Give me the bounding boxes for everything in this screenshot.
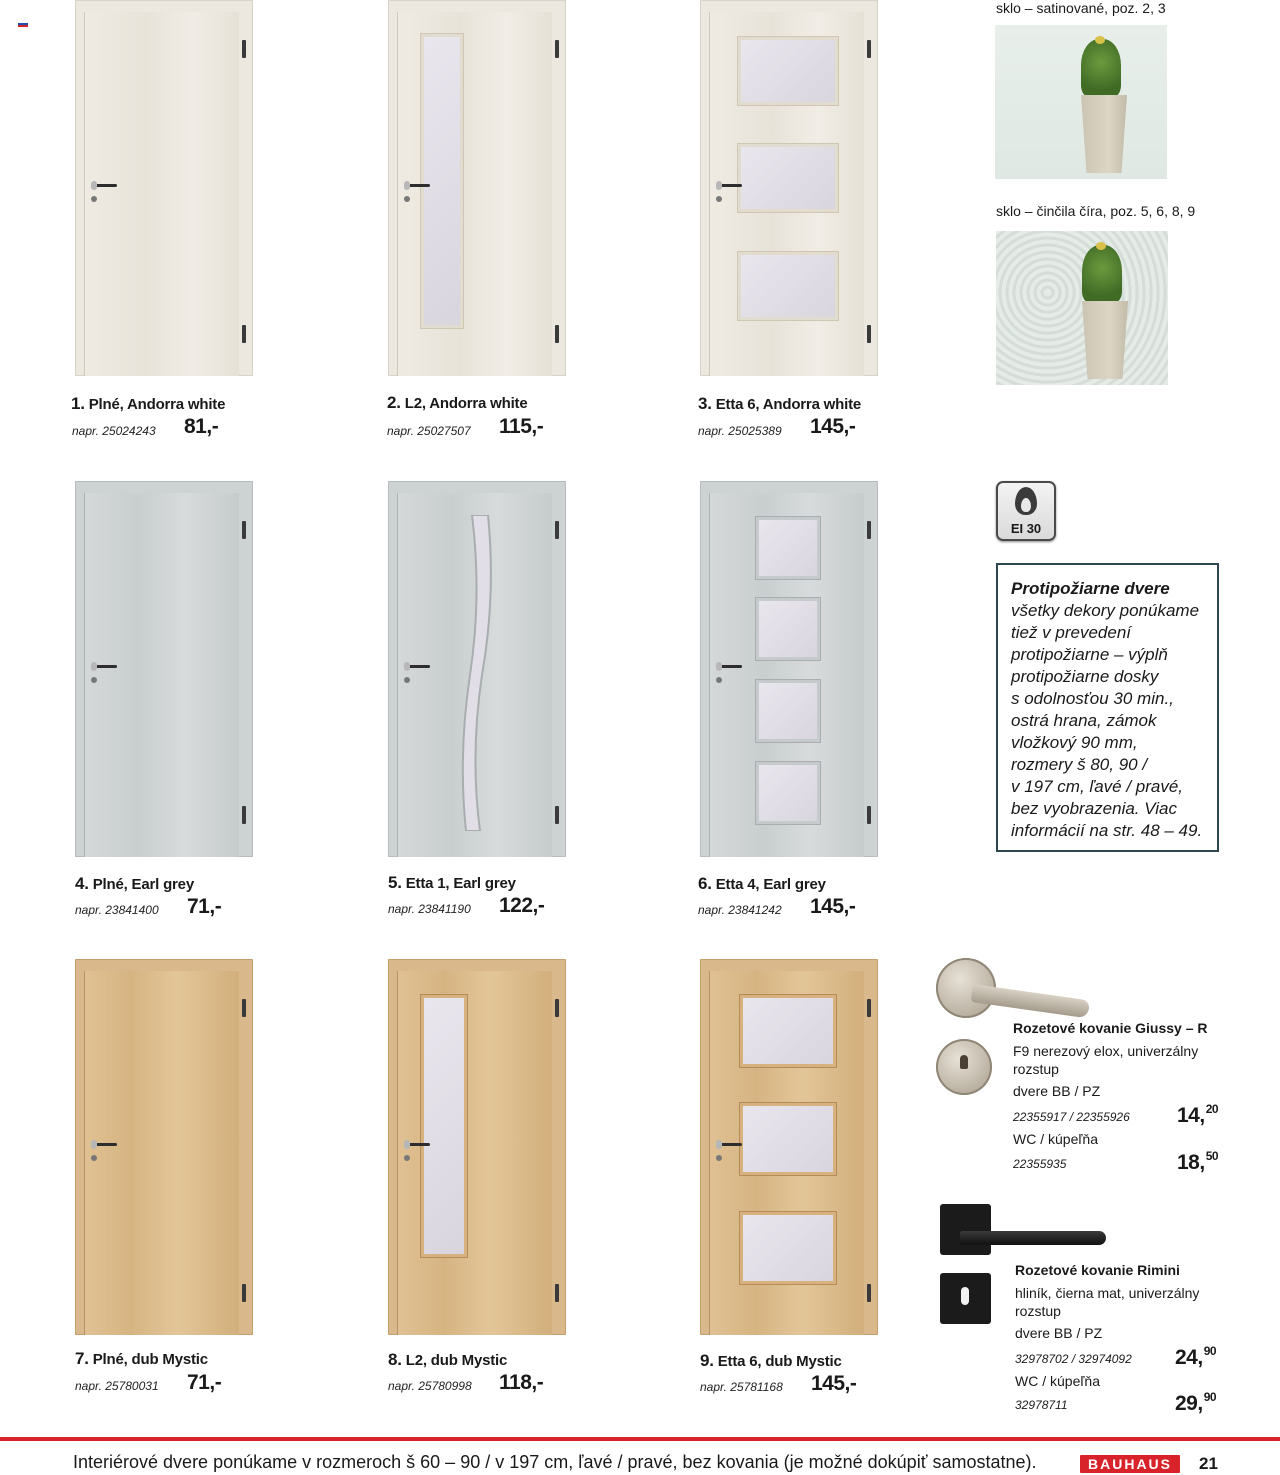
glass-chinchilla-caption: sklo – činčila číra, poz. 5, 6, 8, 9 — [996, 203, 1196, 219]
door-title-8: 8. L2, dub Mystic — [388, 1350, 508, 1369]
door-image-6 — [700, 481, 878, 857]
giussy-variant2-code: 22355935 — [1013, 1157, 1067, 1171]
curved-glass-insert — [458, 515, 498, 831]
door-price-7: 71,- — [187, 1371, 222, 1394]
rimini-handle-image — [940, 1204, 991, 1255]
door-code-7: napr. 25780031 — [75, 1379, 159, 1393]
door-image-4 — [75, 481, 253, 857]
door-code-8: napr. 25780998 — [388, 1379, 472, 1393]
door-price-9: 145,- — [811, 1372, 857, 1395]
door-price-4: 71,- — [187, 895, 222, 918]
glass-chinchilla-photo — [996, 231, 1168, 385]
giussy-lever-image — [971, 984, 1090, 1018]
rimini-variant2-price: 29,90 — [1175, 1390, 1217, 1415]
door-image-8 — [388, 959, 566, 1335]
flag-mark — [18, 21, 28, 27]
fire-door-info-box — [996, 563, 1219, 852]
door-price-6: 145,- — [810, 895, 856, 918]
rimini-variant2-label: WC / kúpeľňa — [1015, 1373, 1101, 1389]
door-title-9: 9. Etta 6, dub Mystic — [700, 1351, 842, 1370]
door-title-7: 7. Plné, dub Mystic — [75, 1349, 208, 1368]
flame-icon — [1015, 487, 1037, 515]
door-price-2: 115,- — [499, 415, 544, 438]
door-image-7 — [75, 959, 253, 1335]
fire-door-title: Protipožiarne dvere — [1011, 579, 1170, 598]
door-image-3 — [700, 0, 878, 376]
door-image-5 — [388, 481, 566, 857]
rimini-variant1-code: 32978702 / 32974092 — [1015, 1352, 1132, 1366]
giussy-variant1-code: 22355917 / 22355926 — [1013, 1110, 1130, 1124]
glass-satin-photo — [995, 25, 1167, 179]
giussy-key-rose-image — [936, 1039, 992, 1095]
door-code-1: napr. 25024243 — [72, 424, 156, 438]
rimini-lever-image — [960, 1231, 1106, 1245]
door-title-3: 3. Etta 6, Andorra white — [698, 394, 862, 413]
footer-divider — [0, 1437, 1280, 1441]
giussy-variant2-price: 18,50 — [1177, 1149, 1219, 1174]
rimini-variant2-code: 32978711 — [1015, 1398, 1068, 1412]
giussy-variant1-label: dvere BB / PZ — [1013, 1083, 1101, 1099]
door-image-9 — [700, 959, 878, 1335]
door-code-9: napr. 25781168 — [700, 1380, 783, 1394]
rimini-variant1-price: 24,90 — [1175, 1344, 1217, 1369]
fire-door-text: všetky dekory ponúkame tiež v prevedení protipožiarne – výplň protipožiarne dosky s odolnosťou 30 min., ostrá hrana, zámok vložkový 90 mm, rozmery š 80, 90 / v 197 cm, ľavé / pravé, bez vyobrazenia. Viac informácií na str. 48 – 49. — [1011, 601, 1203, 840]
giussy-title: Rozetové kovanie Giussy – R — [1013, 1020, 1208, 1036]
footer-note: Interiérové dvere ponúkame v rozmeroch š 60 – 90 / v 197 cm, ľavé / pravé, bez kovania (je možné dokúpiť samostatne). — [73, 1452, 1037, 1472]
door-price-8: 118,- — [499, 1371, 544, 1394]
giussy-description: F9 nerezový elox, univerzálny rozstup — [1013, 1043, 1199, 1077]
door-price-1: 81,- — [184, 415, 219, 438]
door-title-2: 2. L2, Andorra white — [387, 393, 528, 412]
door-code-6: napr. 23841242 — [698, 903, 782, 917]
door-price-5: 122,- — [499, 894, 545, 917]
rimini-title: Rozetové kovanie Rimini — [1015, 1262, 1180, 1278]
door-price-3: 145,- — [810, 415, 856, 438]
door-image-2 — [388, 0, 566, 376]
glass-satin-caption: sklo – satinované, poz. 2, 3 — [996, 0, 1166, 16]
fire-resistance-badge: EI 30 — [996, 481, 1056, 541]
door-code-3: napr. 25025389 — [698, 424, 782, 438]
door-title-6: 6. Etta 4, Earl grey — [698, 874, 826, 893]
rimini-variant1-label: dvere BB / PZ — [1015, 1325, 1103, 1341]
giussy-variant2-label: WC / kúpeľňa — [1013, 1131, 1099, 1147]
rimini-description: hliník, čierna mat, univerzálny rozstup — [1015, 1285, 1200, 1319]
door-title-5: 5. Etta 1, Earl grey — [388, 873, 516, 892]
door-title-4: 4. Plné, Earl grey — [75, 874, 194, 893]
page-number: 21 — [1199, 1454, 1218, 1473]
door-image-1 — [75, 0, 253, 376]
door-code-4: napr. 23841400 — [75, 903, 159, 917]
bauhaus-logo: BAUHAUS — [1080, 1455, 1180, 1473]
door-title-1: 1. Plné, Andorra white — [71, 394, 226, 413]
giussy-variant1-price: 14,20 — [1177, 1102, 1219, 1127]
door-code-2: napr. 25027507 — [387, 424, 471, 438]
door-code-5: napr. 23841190 — [388, 902, 471, 916]
rimini-key-rose-image — [940, 1273, 991, 1324]
